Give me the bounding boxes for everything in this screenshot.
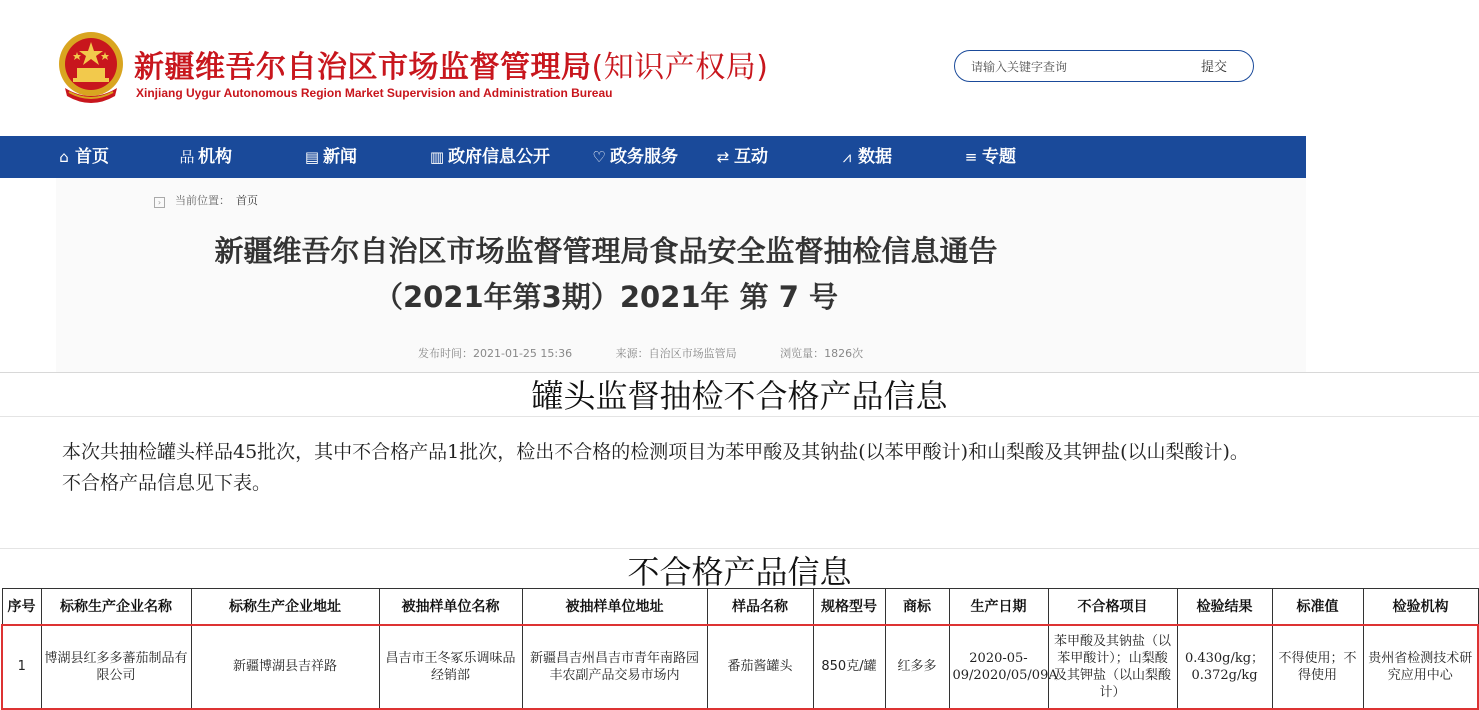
nav-item-services[interactable] [590,136,678,178]
table-cell: 番茄酱罐头 [707,625,813,709]
site-title-en: Xinjiang Uygur Autonomous Region Market Supervision and Administration Bureau [136,86,613,100]
chevron-right-icon: › [154,197,165,208]
nav-item-interact[interactable] [714,136,768,178]
chart-icon: ⩘ [842,148,852,166]
swap-icon: ⇄ [716,148,730,166]
column-header: 规格型号 [813,589,885,625]
table-cell: 850克/罐 [813,625,885,709]
nav-label: 首页 [75,147,109,167]
site-title-cn: 新疆维吾尔自治区市场监督管理局 [134,50,592,85]
nav-item-gov-info[interactable] [428,136,550,178]
list-icon: ≡ [964,148,978,166]
publish-time: 发布时间：2021-01-25 15:36 [418,347,573,360]
column-header: 不合格项目 [1048,589,1177,625]
nav-label: 政务服务 [610,147,678,167]
table-heading: 不合格产品信息 [0,548,1479,590]
nav-label: 专题 [982,147,1016,167]
column-header: 生产日期 [949,589,1048,625]
nav-label: 机构 [198,147,232,167]
article-header [56,178,1306,372]
nav-item-home[interactable] [55,136,109,178]
table-header-row [2,589,1478,625]
column-header: 序号 [2,589,41,625]
breadcrumb [154,192,258,208]
column-header: 商标 [885,589,949,625]
breadcrumb-home-link[interactable]: 首页 [236,194,258,207]
view-count: 浏览量：1826次 [780,347,864,360]
article-title-line2: （2021年第3期）2021年 第 7 号 [373,280,839,314]
nonconforming-products-table [1,588,1479,710]
column-header: 被抽样单位地址 [522,589,707,625]
document-paragraph: 不合格产品信息见下表。 [62,472,272,494]
table-cell: 2020-05-09/2020/05/09A [949,625,1048,709]
column-header: 标称生产企业地址 [191,589,379,625]
nav-item-org[interactable] [178,136,232,178]
site-title [134,42,768,86]
nav-item-news[interactable] [303,136,357,178]
article-title [56,228,1156,320]
site-header [0,0,1479,136]
national-emblem-icon [55,30,127,108]
table-cell: 新疆博湖县吉祥路 [191,625,379,709]
site-title-paren: (知识产权局) [591,50,769,85]
table-cell: 博湖县红多多蕃茄制品有限公司 [41,625,191,709]
org-icon: 品 [179,148,195,166]
column-header: 检验机构 [1363,589,1478,625]
column-header: 被抽样单位名称 [379,589,522,625]
article-title-line1: 新疆维吾尔自治区市场监督管理局食品安全监督抽检信息通告 [214,234,998,268]
nav-item-topics[interactable] [962,136,1016,178]
breadcrumb-prefix: 当前位置： [175,194,230,207]
search-input[interactable] [971,57,1161,77]
document-paragraph: 本次共抽检罐头样品45批次，其中不合格产品1批次，检出不合格的检测项目为苯甲酸及其钠盐(以苯甲酸计)和山梨酸及其钾盐(以山梨酸计)。 [62,441,1249,463]
column-header: 标准值 [1272,589,1363,625]
nav-label: 新闻 [323,147,357,167]
table-row [2,625,1478,709]
document-body [0,372,1479,710]
column-header: 样品名称 [707,589,813,625]
home-icon: ⌂ [59,148,69,166]
heart-icon: ♡ [592,148,606,166]
table-cell: 1 [2,625,41,709]
nav-label: 数据 [858,147,892,167]
table-cell: 0.430g/kg；0.372g/kg [1177,625,1272,709]
table-cell: 贵州省检测技术研究应用中心 [1363,625,1478,709]
search-submit-button[interactable]: 提交 [1201,60,1228,75]
column-header: 标称生产企业名称 [41,589,191,625]
nav-label: 政府信息公开 [448,147,550,167]
table-cell: 红多多 [885,625,949,709]
column-header: 检验结果 [1177,589,1272,625]
nav-item-data[interactable] [838,136,892,178]
table-cell: 苯甲酸及其钠盐（以苯甲酸计）；山梨酸及其钾盐（以山梨酸计） [1048,625,1177,709]
nav-label: 互动 [734,147,768,167]
news-icon: ▤ [304,148,320,166]
table-cell: 新疆昌吉州昌吉市青年南路园丰农副产品交易市场内 [522,625,707,709]
main-nav [0,136,1306,178]
table-cell: 不得使用；不得使用 [1272,625,1363,709]
article-meta [418,345,903,361]
document-heading: 罐头监督抽检不合格产品信息 [0,373,1479,417]
article-source: 来源：自治区市场监管局 [615,347,737,360]
document-paragraphs [6,437,1336,499]
search-box [954,50,1254,82]
table-cell: 昌吉市王冬冢乐调味品经销部 [379,625,522,709]
book-icon: ▥ [429,148,445,166]
